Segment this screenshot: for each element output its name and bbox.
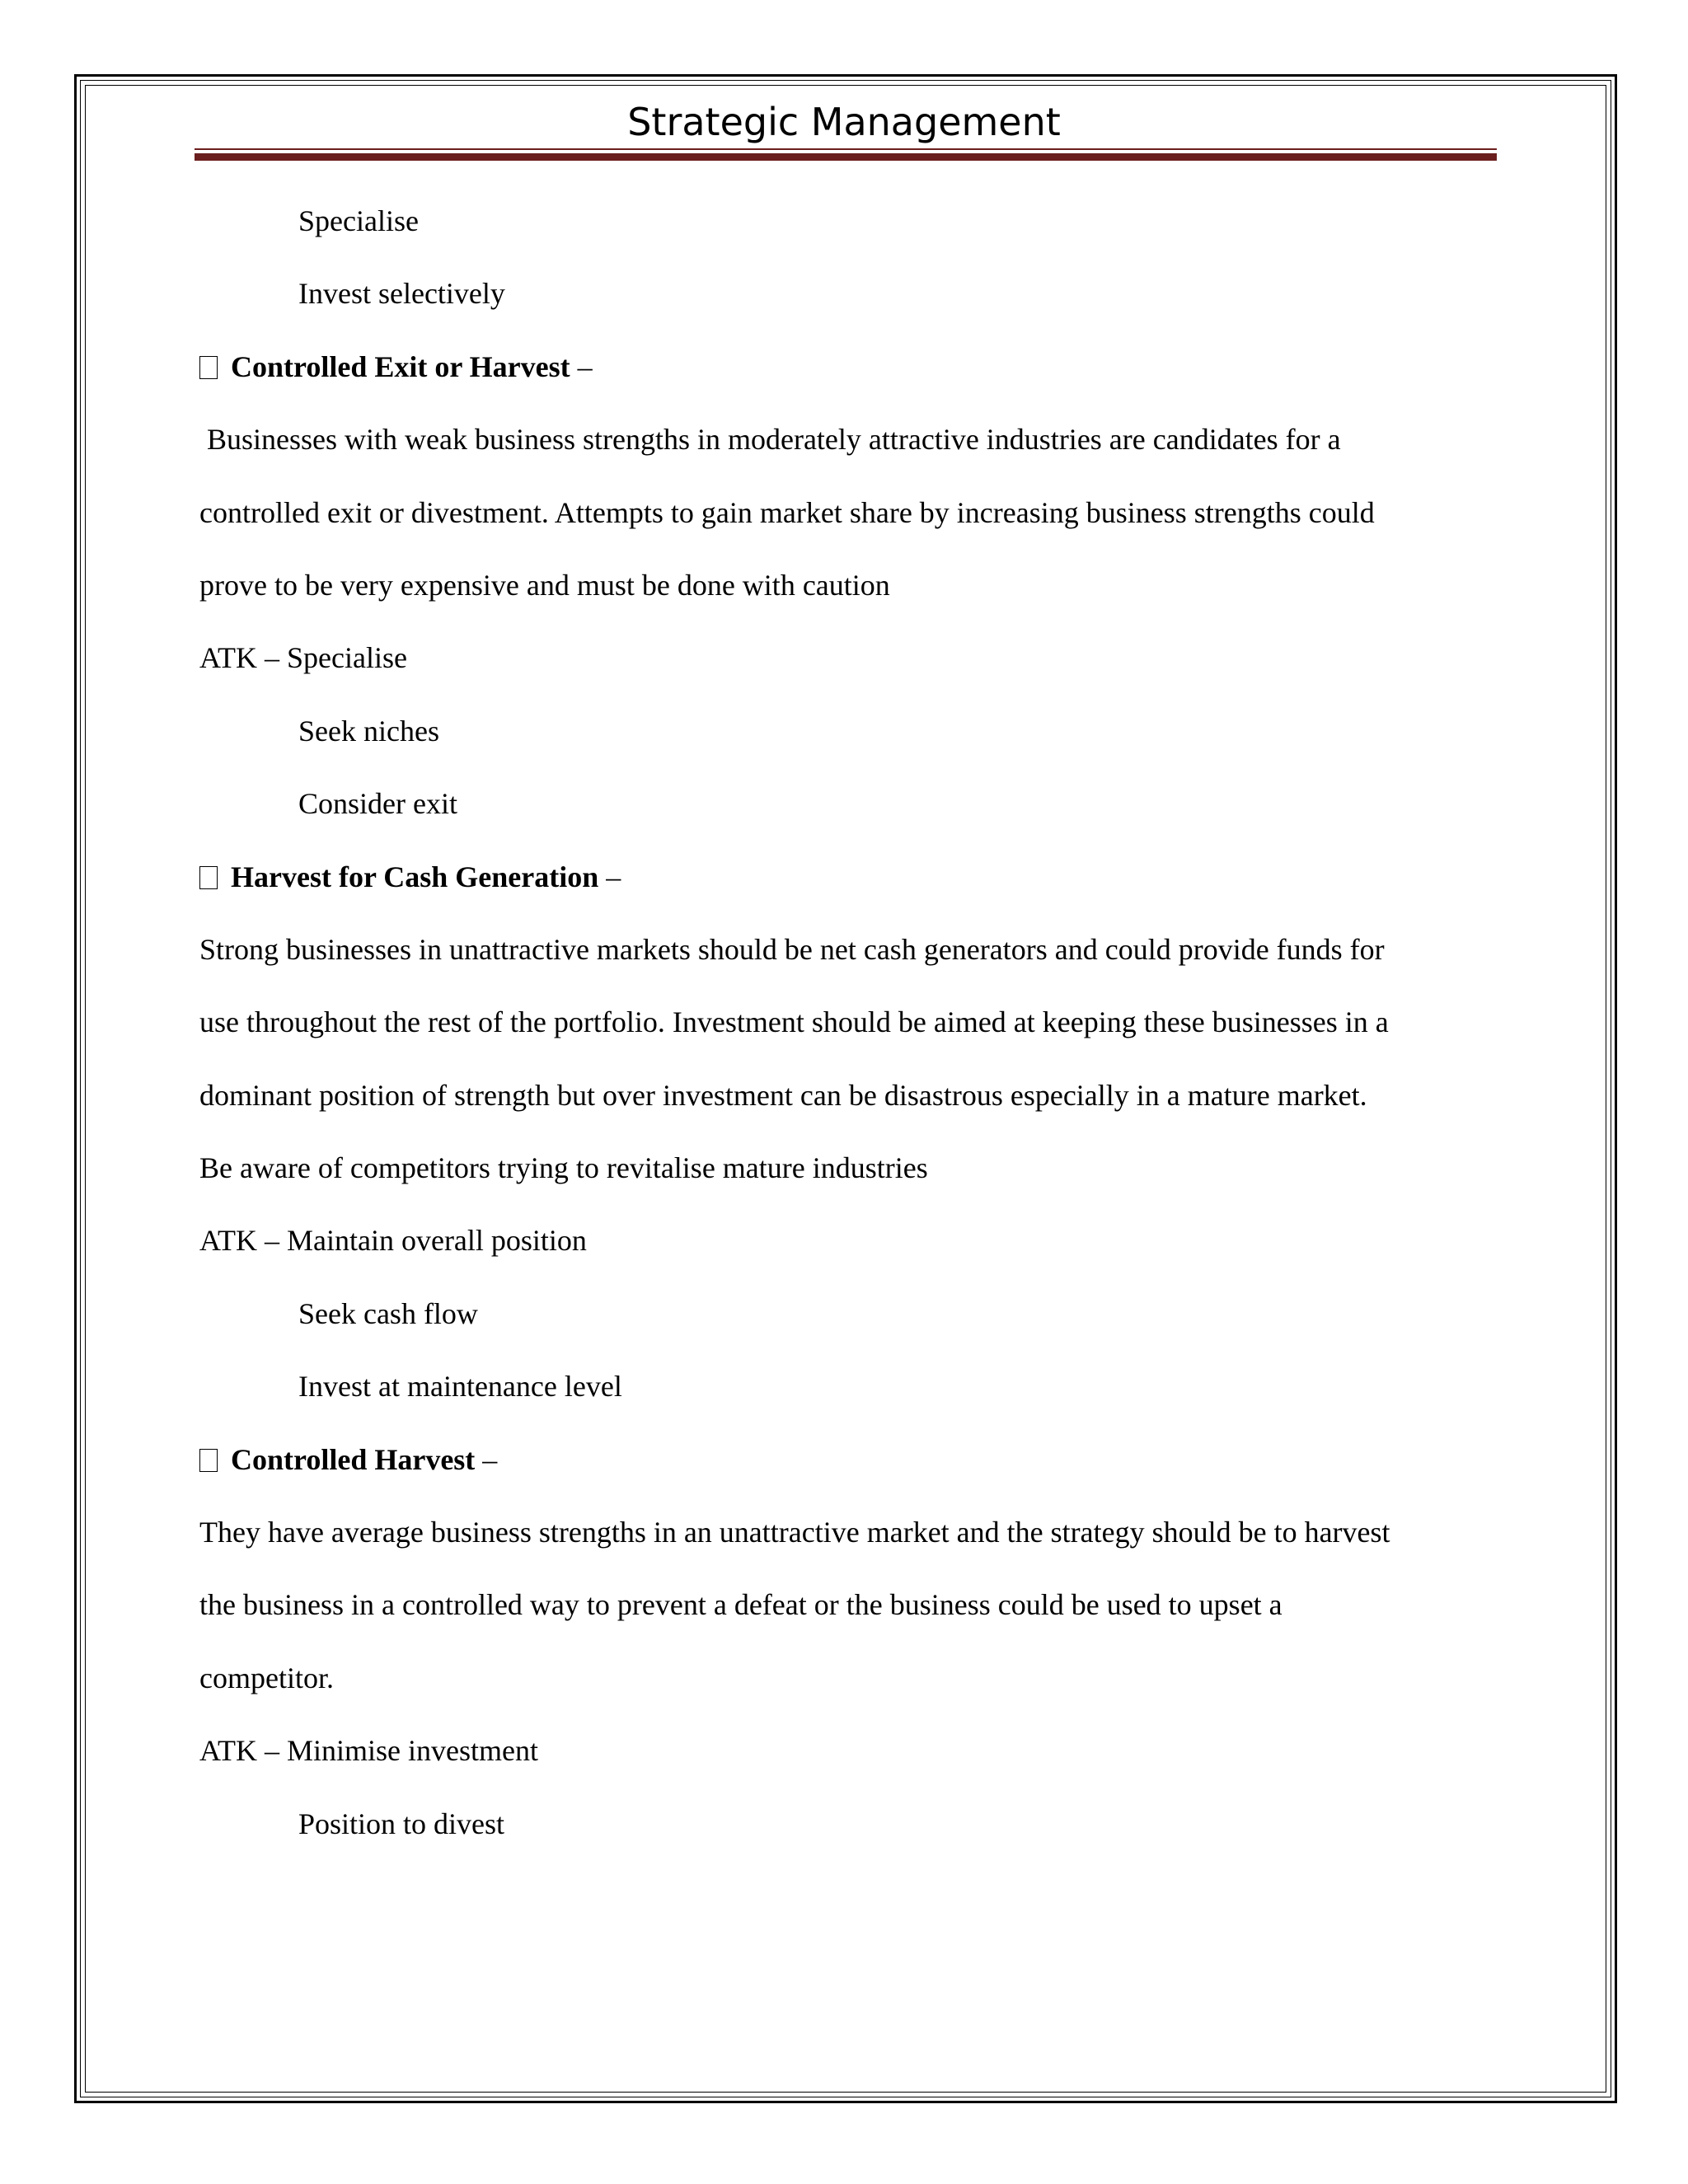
indented-item (199, 1350, 1502, 1422)
missing-glyph-bullet-icon (199, 866, 218, 889)
line-text: use throughout the rest of the portfolio. Investment should be aimed at keeping these businesses in a (199, 1005, 1389, 1039)
section-heading (199, 841, 1502, 913)
indented-item (199, 1277, 1502, 1350)
line-text: prove to be very expensive and must be done with caution (199, 568, 890, 602)
line-text: ATK – Maintain overall position (199, 1224, 587, 1258)
paragraph-line (199, 1714, 1502, 1787)
line-text: Specialise (298, 204, 419, 237)
line-text: They have average business strengths in an unattractive market and the strategy should be to harvest (199, 1516, 1390, 1549)
line-text: Businesses with weak business strengths in moderately attractive industries are candidates for a (199, 423, 1341, 457)
paragraph-line (199, 1059, 1502, 1132)
section-heading (199, 1423, 1502, 1496)
paragraph-line (199, 1568, 1502, 1641)
header-rule-thin (195, 148, 1497, 150)
section-heading-dash: – (598, 860, 621, 893)
missing-glyph-bullet-icon (199, 1449, 218, 1472)
page-header-title: Strategic Management (627, 100, 1061, 144)
missing-glyph-bullet-icon (199, 356, 218, 379)
line-text: the business in a controlled way to prevent a defeat or the business could be used to upset a (199, 1588, 1282, 1622)
line-text: Strong businesses in unattractive markets should be net cash generators and could provide funds for (199, 932, 1385, 966)
line-text: Position to divest (298, 1807, 505, 1840)
paragraph-line (199, 621, 1502, 694)
paragraph-line (199, 549, 1502, 621)
indented-item (199, 257, 1502, 330)
line-text: Be aware of competitors trying to revitalise mature industries (199, 1151, 928, 1185)
paragraph-line (199, 913, 1502, 986)
section-heading (199, 330, 1502, 403)
paragraph-line (199, 403, 1502, 476)
paragraph-line (199, 1496, 1502, 1568)
section-heading-dash: – (475, 1442, 498, 1476)
indented-item (199, 767, 1502, 840)
paragraph-line (199, 1132, 1502, 1204)
header-rule-thick (195, 153, 1497, 161)
document-body (199, 185, 1502, 1860)
section-heading-dash: – (570, 349, 593, 383)
line-text: ATK – Minimise investment (199, 1734, 538, 1768)
paragraph-line (199, 986, 1502, 1058)
line-text: competitor. (199, 1661, 334, 1694)
line-text: dominant position of strength but over investment can be disastrous especially in a mature market. (199, 1078, 1367, 1112)
indented-item (199, 1788, 1502, 1860)
paragraph-line (199, 476, 1502, 549)
section-heading-text: Harvest for Cash Generation (231, 860, 599, 893)
paragraph-line (199, 1642, 1502, 1714)
line-text: controlled exit or divestment. Attempts to gain market share by increasing business strengths could (199, 495, 1375, 529)
paragraph-line (199, 1204, 1502, 1277)
section-heading-text: Controlled Exit or Harvest (231, 349, 570, 383)
line-text: Seek niches (298, 714, 439, 748)
line-text: Invest selectively (298, 277, 505, 311)
indented-item (199, 695, 1502, 767)
section-heading-text: Controlled Harvest (231, 1442, 476, 1476)
line-text: Consider exit (298, 787, 457, 821)
line-text: Seek cash flow (298, 1296, 478, 1330)
line-text: ATK – Specialise (199, 641, 407, 675)
line-text: Invest at maintenance level (298, 1370, 622, 1404)
indented-item (199, 185, 1502, 257)
